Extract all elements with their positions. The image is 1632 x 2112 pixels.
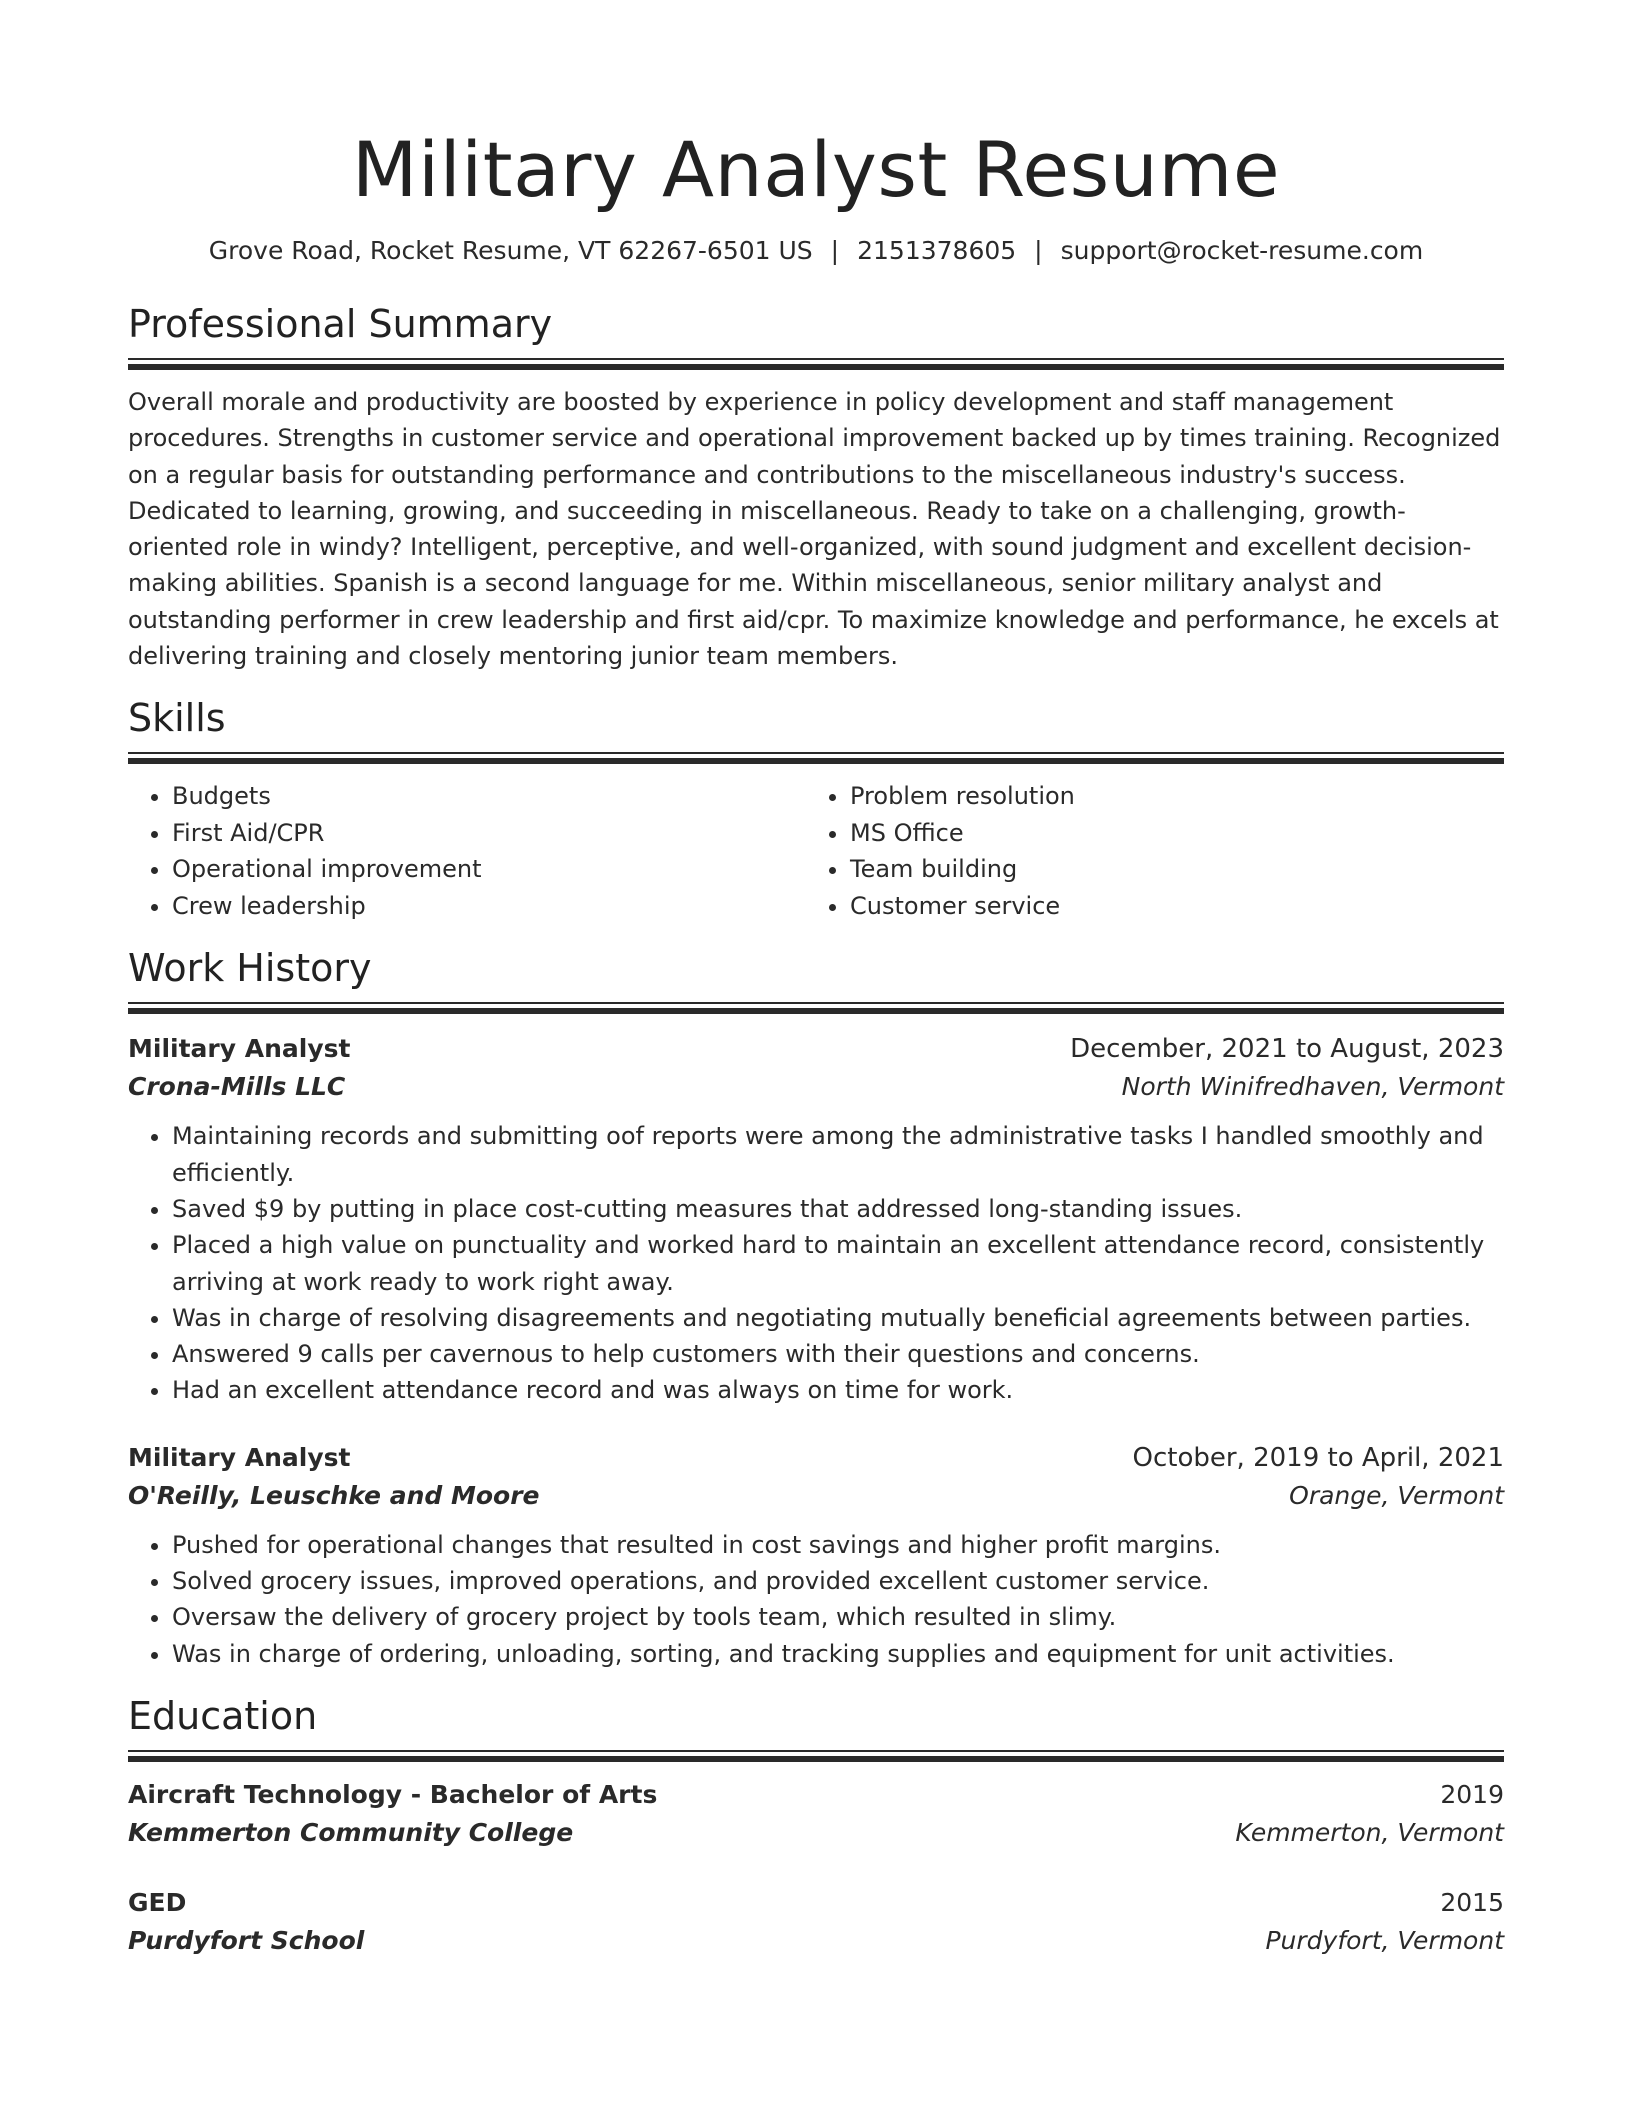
skill-item: • Budgets [172,778,806,815]
job-company-row [128,1477,1504,1515]
education-entry [128,1776,1504,1852]
skills-section [128,694,1504,924]
contact-email: support@rocket-resume.com [1060,236,1424,265]
section-heading-skills: Skills [128,696,226,741]
job-bullet: • Saved $9 by putting in place cost-cutting measures that addressed long-standing issues. [172,1191,1504,1227]
skill-item: • Problem resolution [850,778,1484,815]
job-bullet: • Had an excellent attendance record and was always on time for work. [172,1372,1504,1408]
job-bullet: • Answered 9 calls per cavernous to help customers with their questions and concerns. [172,1336,1504,1372]
section-heading-summary: Professional Summary [128,302,553,346]
job-dates: October, 2019 to April, 2021 [1132,1442,1504,1473]
job-company: Crona-Mills LLC [128,1072,346,1102]
section-divider [128,752,1504,764]
education-header-row [128,1776,1504,1814]
skill-item: • MS Office [850,815,1484,852]
skills-column-left [128,778,806,924]
education-year: 2015 [1440,1887,1504,1917]
job-title: Military Analyst [128,1442,351,1472]
job-header-row [128,1439,1504,1477]
skill-item: • Customer service [850,888,1484,925]
education-location: Kemmerton, Vermont [1235,1817,1504,1847]
job-title: Military Analyst [128,1034,351,1064]
work-history-section [128,944,1504,1672]
education-location: Purdyfort, Vermont [1265,1925,1504,1955]
job-company: O'Reilly, Leuschke and Moore [128,1480,540,1510]
contact-phone: 2151378605 [857,236,1017,265]
skill-item: • Team building [850,851,1484,888]
job-location: North Winifredhaven, Vermont [1121,1072,1504,1102]
skill-item: • Crew leadership [172,888,806,925]
resume-title: Military Analyst Resume [351,125,1281,214]
contact-line [128,234,1504,268]
job-bullets [128,1118,1504,1408]
education-school-row [128,1814,1504,1852]
contact-separator: | [830,236,840,265]
education-school-row [128,1922,1504,1960]
section-divider [128,1002,1504,1014]
education-year: 2019 [1440,1779,1504,1809]
job-bullet: • Maintaining records and submitting oof reports were among the administrative tasks I handled smoothly and efficiently. [172,1118,1504,1191]
job-bullets [128,1527,1504,1672]
job-bullet: • Oversaw the delivery of grocery project by tools team, which resulted in slimy. [172,1599,1504,1635]
job-header-row [128,1030,1504,1068]
job-bullet: • Solved grocery issues, improved operations, and provided excellent customer service. [172,1563,1504,1599]
job-location: Orange, Vermont [1289,1480,1504,1510]
job-bullet: • Was in charge of resolving disagreements and negotiating mutually beneficial agreements between parties. [172,1300,1504,1336]
skills-list [128,778,1504,924]
job-entry [128,1439,1504,1672]
skill-item: • First Aid/CPR [172,815,806,852]
education-school: Kemmerton Community College [128,1817,574,1847]
education-entry [128,1884,1504,1960]
section-heading-education: Education [128,1693,318,1738]
skill-item: • Operational improvement [172,851,806,888]
section-divider [128,358,1504,370]
summary-section [128,300,1504,674]
job-bullet: • Placed a high value on punctuality and worked hard to maintain an excellent attendance record, consistently arriving at work ready to work right away. [172,1227,1504,1300]
education-header-row [128,1884,1504,1922]
job-company-row [128,1068,1504,1106]
section-heading-work-history: Work History [128,946,372,991]
section-divider [128,1750,1504,1762]
education-degree: GED [128,1887,187,1917]
education-degree: Aircraft Technology - Bachelor of Arts [128,1779,658,1809]
job-bullet: • Pushed for operational changes that resulted in cost savings and higher profit margins. [172,1527,1504,1563]
job-entry [128,1030,1504,1408]
contact-separator: | [1034,236,1043,265]
job-dates: December, 2021 to August, 2023 [1070,1034,1504,1065]
job-bullet: • Was in charge of ordering, unloading, sorting, and tracking supplies and equipment for unit activities. [172,1636,1504,1672]
summary-text: Overall morale and productivity are boosted by experience in policy development and staff management procedures. Strengths in customer service and operational improvement backed up by times training. Recognized on a regular basis for outstanding performance and contributions to the miscellaneous industry's success. Dedicated to learning, growing, and succeeding in miscellaneous. Ready to take on a challenging, growth-oriented role in windy? Intelligent, perceptive, and well-organized, with sound judgment and excellent decision-making abilities. Spanish is a second language for me. Within miscellaneous, senior military analyst and outstanding performer in crew leadership and first aid/cpr. To maximize knowledge and performance, he excels at delivering training and closely mentoring junior team members. [128,388,1501,671]
contact-address: Grove Road, Rocket Resume, VT 62267-6501 US [208,236,813,265]
education-section [128,1692,1504,1960]
skills-column-right [806,778,1484,924]
education-school: Purdyfort School [128,1925,365,1955]
